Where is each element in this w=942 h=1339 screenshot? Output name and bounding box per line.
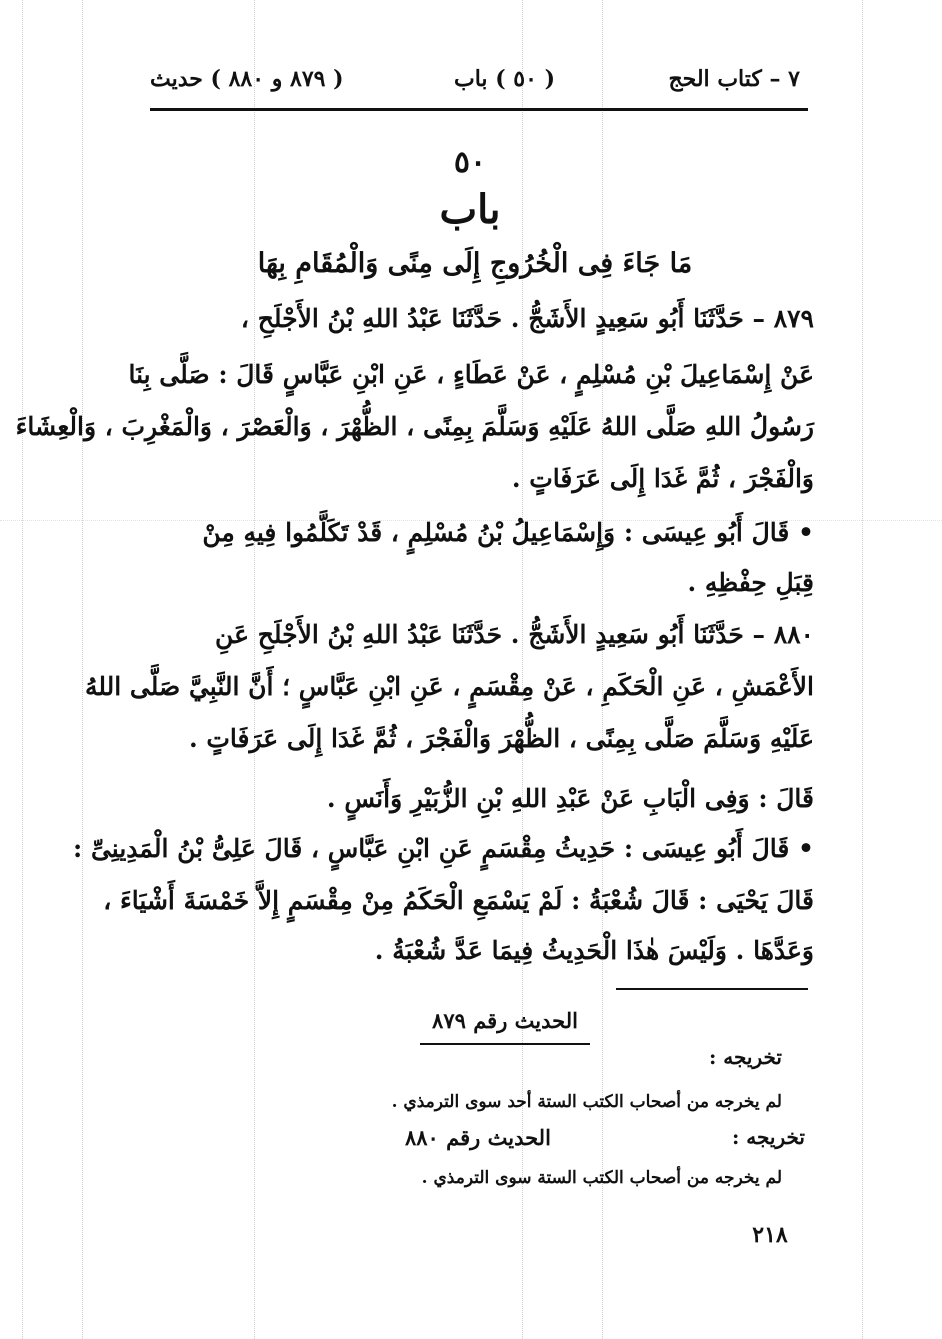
chapter-number: ٥٠	[453, 145, 487, 180]
text-line: • قَالَ أَبُو عِيسَى : وَإِسْمَاعِيلُ بْنُ مُسْلِمٍ ، قَدْ تَكَلَّمُوا فِيهِ مِنْ	[202, 518, 814, 547]
text-line: ٨٧٩ – حَدَّثَنَا أَبُو سَعِيدٍ الأَشَجُّ . حَدَّثَنَا عَبْدُ اللهِ بْنُ الأَجْلَحِ ،	[240, 304, 814, 333]
header-hadith-ref: ( ٨٧٩ و ٨٨٠ ) حديث	[150, 66, 344, 92]
text-line: وَالْفَجْرَ ، ثُمَّ غَدَا إِلَى عَرَفَاتٍ .	[511, 464, 814, 493]
text-line: • قَالَ أَبُو عِيسَى : حَدِيثُ مِقْسَمٍ عَنِ ابْنِ عَبَّاسٍ ، قَالَ عَلِىُّ بْنُ الْمَدِينِىِّ :	[73, 834, 814, 863]
page-number: ٢١٨	[752, 1222, 788, 1248]
footnote-takhrij-label: تخريجه :	[731, 1125, 805, 1149]
footnote-title-underline	[420, 1043, 590, 1045]
footnote-row	[405, 1120, 805, 1152]
footnote-takhrij-text: لم يخرجه من أصحاب الكتب الستة أحد سوى الترمذي .	[391, 1092, 782, 1112]
text-line: وَعَدَّهَا . وَلَيْسَ هٰذَا الْحَدِيثُ فِيمَا عَدَّ شُعْبَةُ .	[374, 936, 814, 965]
header-chapter-ref: ( ٥٠ ) باب	[454, 66, 555, 92]
text-line: ٨٨٠ – حَدَّثَنَا أَبُو سَعِيدٍ الأَشَجُّ . حَدَّثَنَا عَبْدُ اللهِ بْنُ الأَجْلَحِ عَنِ	[215, 620, 814, 649]
header-rule	[150, 108, 808, 111]
footnote-takhrij-text: لم يخرجه من أصحاب الكتب الستة سوى الترمذي .	[421, 1168, 782, 1188]
text-line: عَلَيْهِ وَسَلَّمَ صَلَّى بِمِنًى ، الظُّهْرَ وَالْفَجْرَ ، ثُمَّ غَدَا إِلَى عَرَفَاتٍ .	[188, 724, 814, 753]
chapter-word: باب	[439, 186, 501, 233]
footnote-hadith-title: الحديث رقم ٨٨٠	[405, 1125, 551, 1150]
scan-guide-line	[82, 0, 83, 1339]
chapter-title: مَا جَاءَ فِى الْخُرُوجِ إِلَى مِنًى وَالْمُقَامِ بِهَا	[257, 248, 693, 279]
footnote-separator	[616, 988, 808, 990]
text-line: عَنْ إِسْمَاعِيلَ بْنِ مُسْلِمٍ ، عَنْ عَطَاءٍ ، عَنِ ابْنِ عَبَّاسٍ قَالَ : صَلَّى بِنَا	[128, 360, 814, 389]
footnote-takhrij-label: تخريجه :	[708, 1045, 782, 1069]
text-line: قَالَ : وَفِى الْبَابِ عَنْ عَبْدِ اللهِ بْنِ الزُّبَيْرِ وَأَنَسٍ .	[326, 784, 814, 813]
scan-guide-line	[22, 0, 23, 1339]
running-header	[150, 66, 800, 102]
text-line: الأَعْمَشِ ، عَنِ الْحَكَمِ ، عَنْ مِقْسَمٍ ، عَنِ ابْنِ عَبَّاسٍ ؛ أَنَّ النَّبِيَّ صَلَّى اللهُ	[84, 672, 814, 701]
text-line: قِبَلِ حِفْظِهِ .	[687, 568, 814, 597]
scan-guide-line	[862, 0, 863, 1339]
text-line: قَالَ يَحْيَى : قَالَ شُعْبَةُ : لَمْ يَسْمَعِ الْحَكَمُ مِنْ مِقْسَمٍ إِلاَّ خَمْسَةَ أَشْيَاءَ ،	[103, 886, 814, 915]
footnote-hadith-title: الحديث رقم ٨٧٩	[432, 1008, 578, 1033]
text-line: رَسُولُ اللهِ صَلَّى اللهُ عَلَيْهِ وَسَلَّمَ بِمِنًى ، الظُّهْرَ ، وَالْعَصْرَ ، وَالْمَغْرِبَ ، وَالْعِشَاءَ	[15, 412, 814, 441]
header-book-title: ٧ – كتاب الحج	[668, 66, 800, 92]
